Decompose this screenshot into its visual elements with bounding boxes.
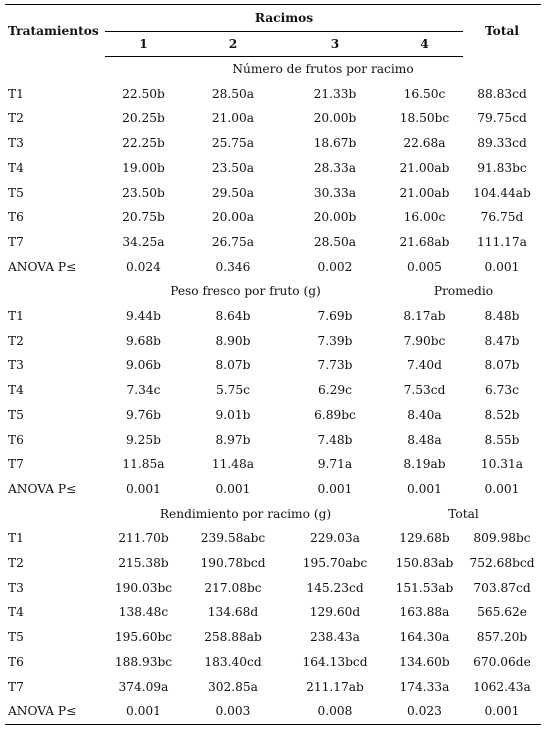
table-cell: 9.76b	[126, 407, 161, 422]
table-cell: 10.31a	[480, 457, 524, 472]
table-row	[5, 353, 541, 378]
table-row	[5, 255, 541, 280]
table-cell: 20.00b	[313, 111, 357, 126]
col-header-4: 4	[386, 32, 463, 57]
section-header-row	[5, 502, 541, 527]
table-cell: 9.01b	[215, 407, 251, 422]
row-label: T2	[8, 556, 24, 571]
row-label: T1	[8, 86, 24, 101]
row-label: T3	[8, 580, 24, 595]
row-label: T5	[8, 407, 24, 422]
table-cell: 8.64b	[215, 309, 251, 324]
table-cell: 183.40cd	[204, 654, 262, 669]
table-cell: 0.001	[484, 481, 520, 496]
table-cell: 23.50b	[122, 185, 165, 200]
table-cell: 6.89bc	[314, 407, 356, 422]
table-cell: 20.00a	[211, 210, 255, 225]
table-cell: 7.39b	[317, 333, 353, 348]
table-cell: 91.83bc	[477, 160, 527, 175]
table-row	[5, 205, 541, 230]
table-cell: 8.48a	[407, 432, 442, 447]
row-label: T7	[8, 457, 24, 472]
table-cell: 5.75c	[216, 383, 250, 398]
table-cell: 217.08bc	[204, 580, 262, 595]
table-cell: 7.34c	[126, 383, 161, 398]
table-cell: 89.33cd	[477, 136, 527, 151]
table-cell: 9.44b	[126, 309, 161, 324]
table-row	[5, 106, 541, 131]
table-cell: 0.001	[105, 699, 182, 724]
table-cell: 26.75a	[211, 234, 255, 249]
table-cell: 22.25b	[122, 136, 165, 151]
table-cell: 0.346	[215, 259, 251, 274]
table-cell: 302.85a	[208, 679, 258, 694]
table-cell: 111.17a	[477, 234, 527, 249]
table-cell: 195.70abc	[302, 556, 368, 571]
table-cell: 20.00b	[313, 210, 357, 225]
table-cell: 190.78bcd	[200, 556, 266, 571]
table-header	[5, 5, 541, 57]
table-cell: 129.68b	[399, 531, 450, 546]
table-cell: 9.68b	[126, 333, 161, 348]
table-cell: 150.83ab	[395, 556, 454, 571]
row-label: T6	[8, 210, 24, 225]
table-cell: 857.20b	[476, 630, 528, 645]
table-row	[5, 650, 541, 675]
table-cell: 238.43a	[310, 630, 360, 645]
table-cell: 22.68a	[403, 136, 446, 151]
table-cell: 34.25a	[122, 234, 165, 249]
table-cell: 11.48a	[211, 457, 255, 472]
total-header: Total	[463, 5, 541, 57]
table-cell: 30.33a	[313, 185, 357, 200]
table-cell: 104.44ab	[473, 185, 531, 200]
table-cell: 138.48c	[118, 605, 169, 620]
table-cell: 239.58abc	[200, 531, 266, 546]
table-row	[5, 551, 541, 576]
table-cell: 188.93bc	[114, 654, 173, 669]
section-header-row	[5, 279, 541, 304]
table-cell: 752.68bcd	[469, 556, 535, 571]
table-cell: 20.25b	[122, 111, 165, 126]
table-cell: 7.48b	[317, 432, 353, 447]
table-cell: 129.60d	[309, 605, 361, 620]
col-header-2: 2	[182, 32, 284, 57]
table-row	[5, 156, 541, 181]
table-cell: 9.25b	[126, 432, 161, 447]
table-cell: 0.001	[126, 481, 161, 496]
row-label: T2	[8, 111, 24, 126]
table-cell: 23.50a	[211, 160, 255, 175]
table-cell: 76.75d	[480, 210, 524, 225]
table-row	[5, 675, 541, 700]
table-row	[5, 576, 541, 601]
table-cell: 0.001	[407, 481, 442, 496]
section-header-spacer	[5, 57, 105, 82]
table-cell: 809.98bc	[473, 531, 531, 546]
table-cell: 0.001	[215, 481, 251, 496]
row-label: T1	[8, 531, 24, 546]
table-cell: 229.03a	[310, 531, 360, 546]
table-cell: 6.73c	[485, 383, 519, 398]
row-label: T1	[8, 309, 24, 324]
table-cell: 374.09a	[118, 679, 169, 694]
table-cell: 79.75cd	[477, 111, 527, 126]
row-label: ANOVA P≤	[8, 259, 77, 274]
table-cell: 0.001	[463, 699, 541, 724]
table-cell: 29.50a	[211, 185, 255, 200]
table-cell: 0.005	[407, 259, 442, 274]
table-cell: 8.40a	[407, 407, 442, 422]
table-cell: 21.00a	[211, 111, 255, 126]
table-cell: 215.38b	[118, 556, 169, 571]
table-cell: 21.68ab	[399, 234, 450, 249]
table-cell: 134.68d	[207, 605, 259, 620]
section-header-row	[5, 57, 541, 82]
table-row	[5, 428, 541, 453]
row-label: T4	[8, 383, 24, 398]
table-row	[5, 625, 541, 650]
table-body	[5, 57, 541, 725]
table-cell: 21.00ab	[399, 185, 450, 200]
table-cell: 8.07b	[484, 358, 520, 373]
table-cell: 8.90b	[215, 333, 251, 348]
table-row	[5, 378, 541, 403]
table-cell: 7.40d	[407, 358, 442, 373]
table-cell: 190.03bc	[114, 580, 173, 595]
table-cell: 25.75a	[211, 136, 255, 151]
table-row	[5, 329, 541, 354]
table-row	[5, 304, 541, 329]
table-cell: 145.23cd	[306, 580, 364, 595]
table-row	[5, 526, 541, 551]
table-cell: 8.19ab	[403, 457, 446, 472]
table-row	[5, 131, 541, 156]
table-cell: 0.001	[317, 481, 353, 496]
table-cell: 0.024	[126, 259, 161, 274]
section-title: Número de frutos por racimo	[232, 62, 414, 76]
section-side-title: Total	[448, 506, 479, 521]
table-cell: 21.00ab	[399, 160, 450, 175]
racimos-header: Racimos	[105, 5, 463, 32]
table-cell: 8.17ab	[403, 309, 446, 324]
table-row	[5, 452, 541, 477]
table-cell: 8.97b	[215, 432, 251, 447]
section-side-title: Promedio	[433, 284, 494, 299]
treatments-header: Tratamientos	[5, 5, 105, 57]
results-table-container	[5, 4, 541, 725]
table-cell: 0.003	[182, 699, 284, 724]
table-cell: 0.008	[284, 699, 386, 724]
row-label: T5	[8, 185, 24, 200]
section-title: Rendimiento por racimo (g)	[159, 506, 332, 521]
table-cell: 16.00c	[403, 210, 446, 225]
table-cell: 6.29c	[318, 383, 352, 398]
results-table	[5, 4, 541, 725]
row-label: T6	[8, 432, 24, 447]
table-cell: 258.88ab	[204, 630, 262, 645]
row-label: T4	[8, 160, 24, 175]
table-cell: 8.07b	[215, 358, 251, 373]
table-cell: 151.53ab	[395, 580, 454, 595]
table-cell: 0.001	[484, 259, 520, 274]
table-cell: 11.85a	[122, 457, 165, 472]
table-cell: 174.33a	[399, 679, 450, 694]
row-label: ANOVA P≤	[8, 481, 77, 496]
table-cell: 7.90bc	[403, 333, 446, 348]
table-cell: 163.88a	[399, 605, 450, 620]
table-cell: 7.69b	[317, 309, 353, 324]
row-label: T3	[8, 136, 24, 151]
table-cell: 0.002	[317, 259, 353, 274]
row-label: T5	[8, 630, 24, 645]
table-cell: 28.33a	[313, 160, 357, 175]
table-cell: 22.50b	[122, 86, 165, 101]
table-cell: 28.50a	[313, 234, 357, 249]
table-cell: 703.87cd	[473, 580, 531, 595]
row-label: T7	[8, 679, 24, 694]
section-title: Peso fresco por fruto (g)	[170, 284, 321, 299]
table-cell: 565.62e	[477, 605, 527, 620]
table-cell: 1062.43a	[473, 679, 531, 694]
table-cell: 21.33b	[313, 86, 357, 101]
section-header-spacer	[5, 279, 105, 304]
table-cell: 20.75b	[122, 210, 165, 225]
row-label: T6	[8, 654, 24, 669]
table-cell: 211.70b	[118, 531, 169, 546]
table-cell: 7.73b	[317, 358, 353, 373]
table-cell: 18.67b	[313, 136, 357, 151]
table-cell: 211.17ab	[306, 679, 364, 694]
table-row	[5, 181, 541, 206]
table-cell: 8.48b	[484, 309, 520, 324]
table-cell: 164.13bcd	[302, 654, 368, 669]
table-cell: 9.06b	[126, 358, 161, 373]
table-cell: 18.50bc	[399, 111, 450, 126]
table-cell: 670.06de	[473, 654, 531, 669]
table-cell: 195.60bc	[114, 630, 173, 645]
col-header-3: 3	[284, 32, 386, 57]
table-cell: 164.30a	[399, 630, 450, 645]
table-cell: 16.50c	[403, 86, 446, 101]
table-cell: 88.83cd	[477, 86, 527, 101]
row-label: T2	[8, 333, 24, 348]
row-label: T4	[8, 605, 24, 620]
table-row	[5, 477, 541, 502]
col-header-1: 1	[105, 32, 182, 57]
table-cell: 7.53cd	[403, 383, 446, 398]
table-cell: 8.52b	[484, 407, 520, 422]
table-cell: 9.71a	[317, 457, 353, 472]
table-row	[5, 699, 541, 724]
table-row	[5, 600, 541, 625]
row-label: T7	[8, 234, 24, 249]
table-row	[5, 230, 541, 255]
table-cell: 0.023	[386, 699, 463, 724]
table-cell: 8.47b	[484, 333, 520, 348]
table-cell: 8.55b	[484, 432, 520, 447]
table-row	[5, 403, 541, 428]
row-label: T3	[8, 358, 24, 373]
table-row	[5, 82, 541, 107]
table-cell: 19.00b	[122, 160, 165, 175]
row-label: ANOVA P≤	[5, 699, 105, 724]
table-cell: 134.60b	[399, 654, 450, 669]
section-header-spacer	[5, 502, 105, 527]
table-cell: 28.50a	[211, 86, 255, 101]
